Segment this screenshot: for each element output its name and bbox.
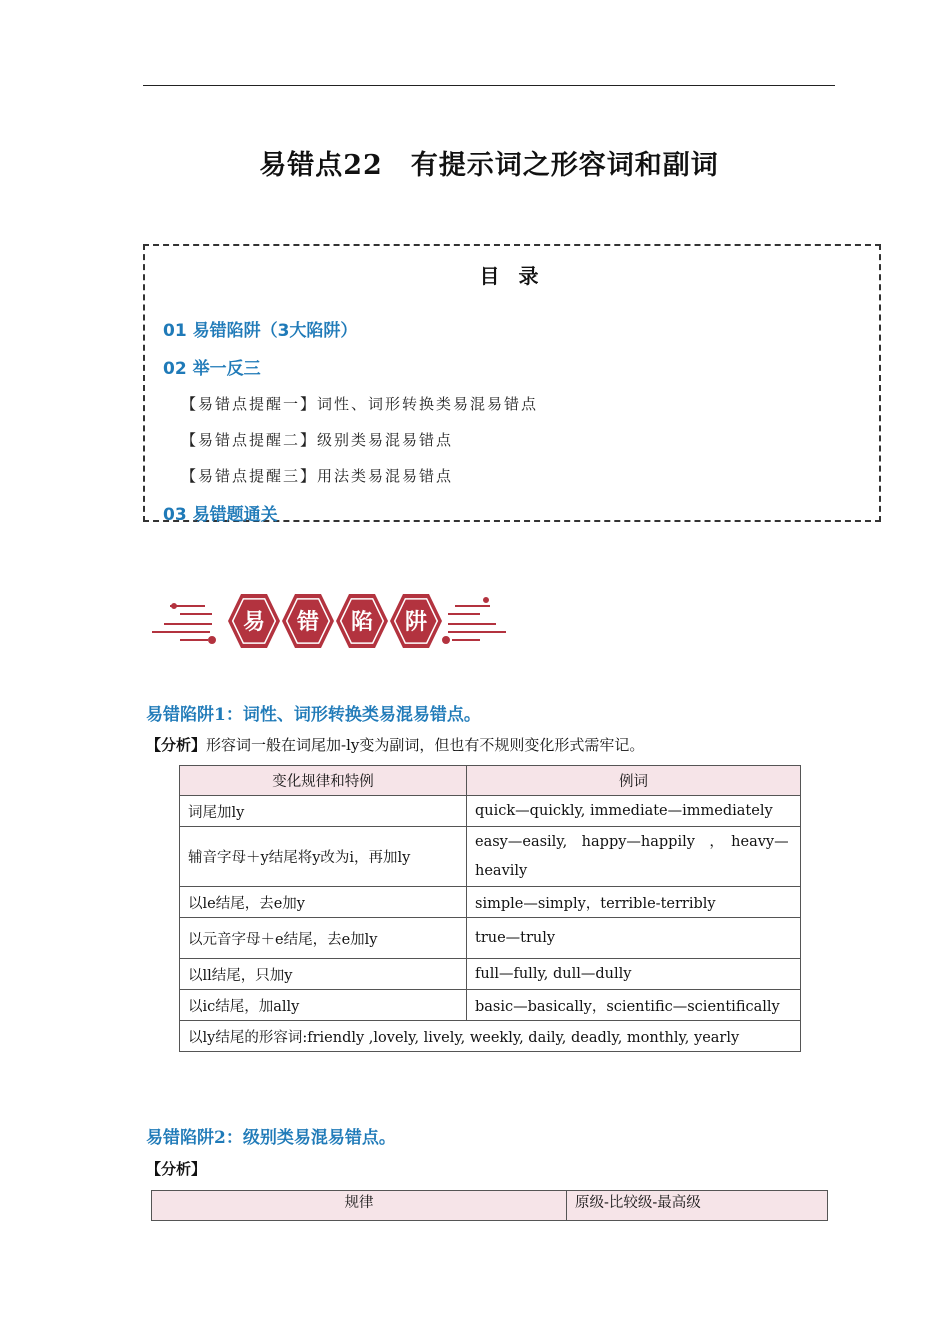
banner-char: 错 [296,610,320,635]
trap2-heading: 易错陷阱2：级别类易混易错点。 [146,1128,396,1148]
table-header-forms: 原级-比较级-最高级 [567,1191,828,1221]
table-row [180,1021,801,1052]
table-cell: easy—easily, happy—happily ， heavy—heavily [467,827,801,887]
trap2-table [151,1190,828,1221]
table-cell: 以元音字母＋e结尾，去e加ly [180,918,467,959]
table-cell: 以ic结尾，加ally [180,990,467,1021]
banner-char: 阱 [404,610,428,635]
table-cell: 辅音字母＋y结尾将y改为i，再加ly [180,827,467,887]
table-row [180,990,801,1021]
trap1-heading: 易错陷阱1：词性、词形转换类易混易错点。 [146,705,481,725]
toc-section-3[interactable]: 03 易错题通关 [163,505,278,525]
table-header-example: 例词 [467,766,801,796]
table-cell: true—truly [467,918,801,959]
table-footer-cell: 以ly结尾的形容词:friendly ,lovely, lively, weekly, daily, deadly, monthly, yearly [180,1021,801,1052]
document-title: 易错点22 有提示词之形容词和副词 [259,150,719,181]
banner-left-ornament [152,604,215,643]
table-row [180,827,801,887]
toc-subsection-3[interactable]: 【易错点提醒三】用法类易混易错点 [181,467,454,485]
table-cell: basic—basically，scientific—scientifically [467,990,801,1021]
table-row [180,796,801,827]
table-cell: 词尾加ly [180,796,467,827]
toc-subsection-2[interactable]: 【易错点提醒二】级别类易混易错点 [181,431,454,449]
header-rule [143,85,835,86]
toc-section-1[interactable]: 01 易错陷阱（3大陷阱） [163,321,358,341]
banner-right-ornament [443,598,506,643]
analysis-label: 【分析】 [146,1160,207,1178]
banner-char: 易 [242,610,266,635]
trap2-analysis [146,1158,206,1179]
table-row [180,887,801,918]
table-cell: quick—quickly, immediate—immediately [467,796,801,827]
table-cell: 以le结尾，去e加y [180,887,467,918]
table-of-contents [143,244,881,525]
table-cell: 以ll结尾，只加y [180,959,467,990]
table-row [180,959,801,990]
toc-section-2[interactable]: 02 举一反三 [163,359,261,379]
table-cell: simple—simply，terrible-terribly [467,887,801,918]
banner-char: 陷 [350,610,374,635]
analysis-label: 【分析】 [146,736,207,754]
table-header-rule: 变化规律和特例 [180,766,467,796]
toc-subsection-1[interactable]: 【易错点提醒一】词性、词形转换类易混易错点 [181,395,539,413]
table-row [180,918,801,959]
table-header-rule: 规律 [152,1191,567,1221]
trap-banner [150,590,510,652]
trap1-analysis [146,734,644,755]
analysis-text: 形容词一般在词尾加-ly变为副词，但也有不规则变化形式需牢记。 [206,736,645,754]
toc-title: 目 录 [479,264,545,288]
trap1-table [179,765,801,1052]
table-cell: full—fully, dull—dully [467,959,801,990]
